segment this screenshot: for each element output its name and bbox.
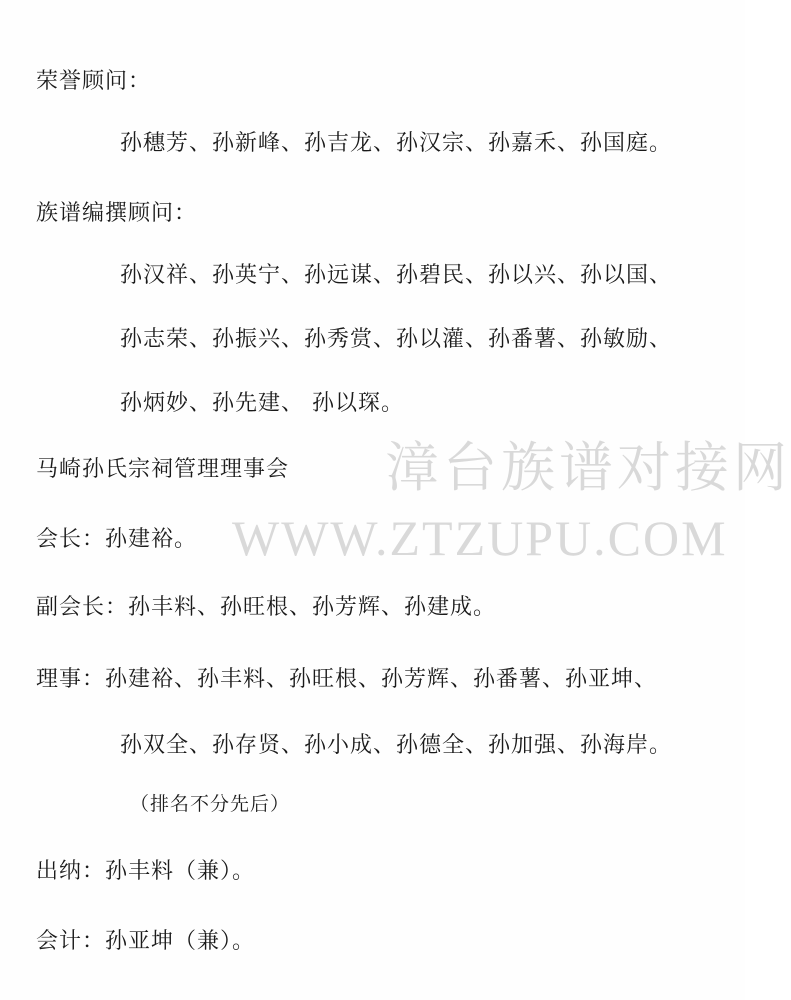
council-president: 会长：孙建裕。 [36, 527, 198, 552]
genealogy-advisors-line-3: 孙炳妙、孙先建、 孙以琛。 [120, 391, 404, 416]
council-directors-line-1: 理事：孙建裕、孙丰料、孙旺根、孙芳辉、孙番薯、孙亚坤、 [36, 667, 658, 692]
honorary-advisors-list: 孙穗芳、孙新峰、孙吉龙、孙汉宗、孙嘉禾、孙国庭。 [120, 131, 673, 156]
council-order-note: （排名不分先后） [130, 793, 291, 815]
genealogy-advisors-line-2: 孙志荣、孙振兴、孙秀赏、孙以灌、孙番薯、孙敏励、 [120, 327, 673, 352]
council-cashier: 出纳：孙丰料（兼）。 [36, 859, 256, 884]
watermark-url: WWW.ZTZUPU.COM [232, 510, 728, 566]
honorary-advisors-heading: 荣誉顾问： [36, 69, 152, 94]
council-directors-line-2: 孙双全、孙存贤、孙小成、孙德全、孙加强、孙海岸。 [120, 733, 673, 758]
council-vice-president: 副会长：孙丰料、孙旺根、孙芳辉、孙建成。 [36, 595, 497, 620]
council-accountant: 会计：孙亚坤（兼）。 [36, 929, 256, 954]
council-heading: 马崎孙氏宗祠管理理事会 [36, 457, 290, 482]
watermark-chinese: 漳台族谱对接网 [385, 436, 791, 499]
genealogy-advisors-line-1: 孙汉祥、孙英宁、孙远谋、孙碧民、孙以兴、孙以国、 [120, 263, 673, 288]
genealogy-advisors-heading: 族谱编撰顾问： [36, 201, 198, 226]
